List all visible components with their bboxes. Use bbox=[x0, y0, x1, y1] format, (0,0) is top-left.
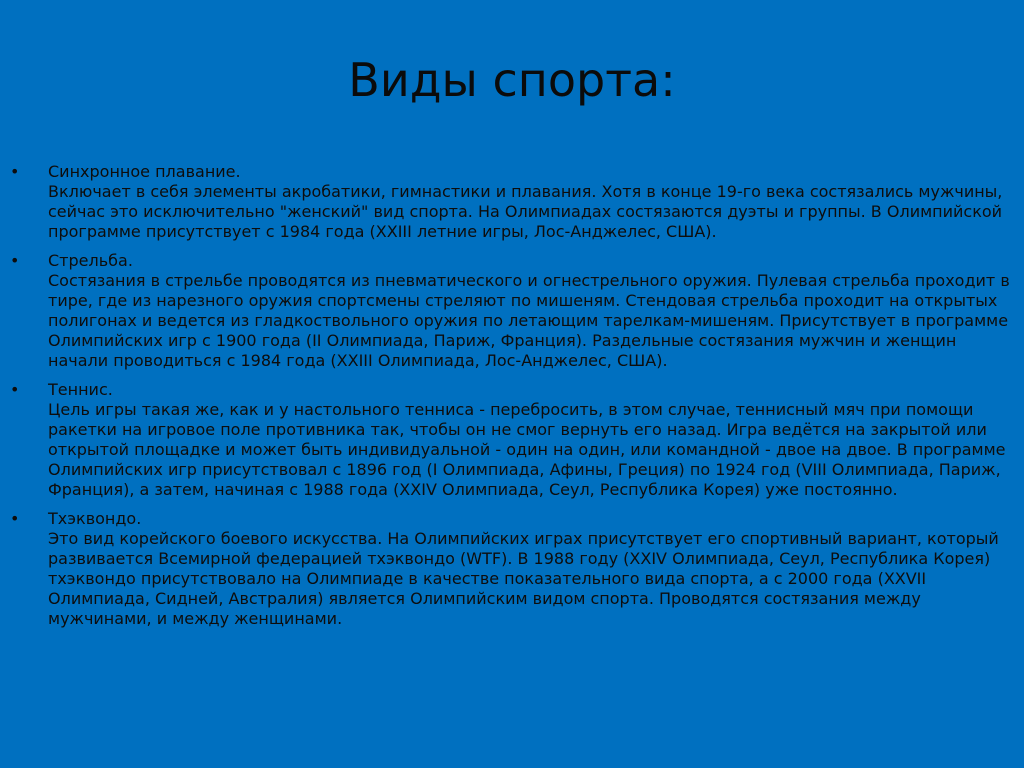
bullet-body: Это вид корейского боевого искусства. На Олимпийских играх присутствует его спортивный вариант, который развивается Всемирной федерацией тхэквондо (WTF). В 1988 году (XXIV Олимпиада, Сеул, Республика Корея) тхэквондо присутствовало на Олимпиаде в качестве показательного вида спорта, а с 2000 года (XXVII Олимпиада, Сидней, Австралия) является Олимпийским видом спорта. Проводятся состязания между мужчинами, и между женщинами. bbox=[48, 529, 999, 628]
bullet-body: Включает в себя элементы акробатики, гимнастики и плавания. Хотя в конце 19-го века состязались мужчины, сейчас это исключительно "женский" вид спорта. На Олимпиадах состязаются дуэты и группы. В Олимпийской программе присутствует с 1984 года (XXIII летние игры, Лос-Анджелес, США). bbox=[48, 182, 1003, 241]
bullet-item-taekwondo bbox=[10, 509, 1010, 629]
bullet-heading: Теннис. bbox=[48, 380, 113, 399]
bullet-item-synchronized-swimming bbox=[10, 162, 1010, 242]
bullet-heading: Стрельба. bbox=[48, 251, 133, 270]
bullet-body: Состязания в стрельбе проводятся из пневматического и огнестрельного оружия. Пулевая стрельба проходит в тире, где из нарезного оружия спортсмены стреляют по мишеням. Стендовая стрельба проходит на открытых полигонах и ведется из гладкоствольного оружия по летающим тарелкам-мишеням. Присутствует в программе Олимпийских игр с 1900 года (II Олимпиада, Париж, Франция). Раздельные состязания мужчин и женщин начали проводиться с 1984 года (XXIII Олимпиада, Лос-Анджелес, США). bbox=[48, 271, 1010, 370]
bullet-item-shooting bbox=[10, 251, 1010, 371]
bullet-body: Цель игры такая же, как и у настольного тенниса - перебросить, в этом случае, теннисный мяч при помощи ракетки на игровое поле противника так, чтобы он не смог вернуть его назад. Игра ведётся на закрытой или открытой площадке и может быть индивидуальной - один на один, или командной - двое на двое. В программе Олимпийских игр присутствовал с 1896 год (I Олимпиада, Афины, Греция) по 1924 год (VIII Олимпиада, Париж, Франция), а затем, начиная с 1988 года (XXIV Олимпиада, Сеул, Республика Корея) уже постоянно. bbox=[48, 400, 1006, 499]
bullet-icon: • bbox=[10, 380, 20, 399]
bullet-heading: Синхронное плавание. bbox=[48, 162, 241, 181]
slide-title: Виды спорта: bbox=[348, 53, 676, 107]
bullet-icon: • bbox=[10, 162, 20, 181]
bullet-icon: • bbox=[10, 251, 20, 270]
bullet-heading: Тхэквондо. bbox=[48, 509, 142, 528]
bullet-icon: • bbox=[10, 509, 20, 528]
bullet-list bbox=[10, 162, 1010, 638]
bullet-item-tennis bbox=[10, 380, 1010, 500]
